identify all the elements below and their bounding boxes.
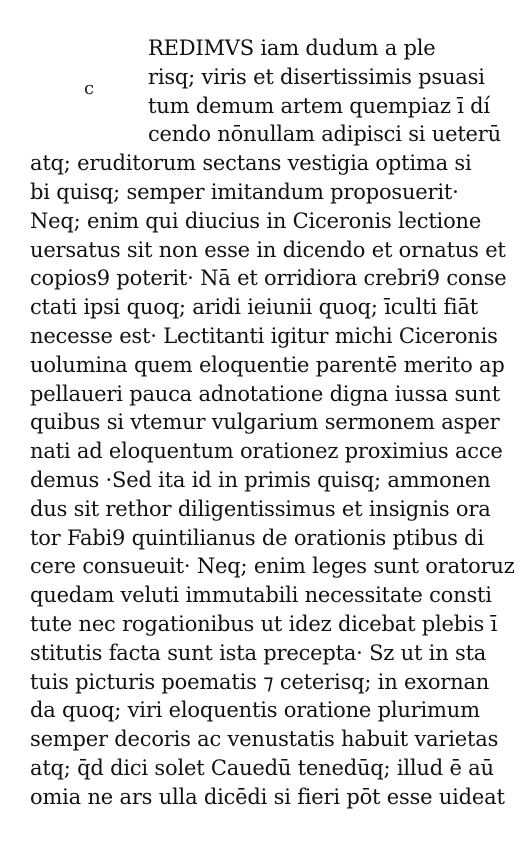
text-line: cere consueuit· Neq; enim leges sunt oratoruz: [30, 554, 515, 579]
text-line: omia ne ars ulla dicēdi si fieri pōt esse uideat: [30, 784, 505, 809]
text-line: dus sit rethor diligentissimus et insignis ora: [30, 496, 491, 521]
text-line: atq; q̄d dici solet Cauedū tenedūq; illud ē aū: [30, 755, 494, 780]
text-line: demus ·Sed ita id in primis quisq; ammonen: [30, 467, 491, 492]
text-line: tor Fabi9 quintilianus de orationis ptibus di: [30, 525, 484, 550]
marginal-mark: c: [84, 78, 95, 99]
text-line: tute nec rogationibus ut idez dicebat plebis ī: [30, 611, 498, 636]
text-line: REDIMVS iam dudum a ple: [148, 36, 436, 60]
text-line: cendo nōnullam adipisci si ueterū: [148, 122, 501, 147]
text-line: quedam veluti immutabili necessitate consti: [30, 583, 492, 608]
text-line: uersatus sit non esse in dicendo et ornatus et: [30, 237, 506, 262]
text-line: quibus si vtemur vulgarium sermonem asper: [30, 410, 500, 435]
text-line: bi quisq; semper imitandum proposuerit·: [30, 179, 459, 204]
text-line: tuis picturis poematis ⁊ ceterisq; in exornan: [30, 669, 490, 694]
text-line: da quoq; viri eloquentis oratione plurimum: [30, 698, 480, 723]
text-line: atq; eruditorum sectans vestigia optima si: [30, 151, 472, 176]
text-line: copios9 poterit· Nā et orridiora crebri9 conse: [30, 266, 507, 291]
text-line: risq; viris et disertissimis psuasi: [148, 64, 485, 89]
text-line: pellaueri pauca adnotatione digna iussa sunt: [30, 381, 500, 406]
text-line: semper decoris ac venustatis habuit varietas: [30, 727, 499, 752]
text-line: nati ad eloquentum orationez proximius acce: [30, 439, 503, 464]
text-line: necesse est· Lectitanti igitur michi Ciceronis: [30, 323, 498, 348]
text-line: tum demum artem quempiaz ī dí: [148, 93, 490, 118]
text-line: stitutis facta sunt ista precepta· Sz ut in sta: [30, 640, 487, 665]
text-line: ctati ipsi quoq; aridi ieiunii quoq; īculti fiāt: [30, 295, 479, 320]
text-block: [30, 34, 518, 812]
text-line: uolumina quem eloquentie parentē merito ap: [30, 352, 505, 377]
text-line: Neq; enim qui diucius in Ciceronis lectione: [30, 208, 482, 233]
